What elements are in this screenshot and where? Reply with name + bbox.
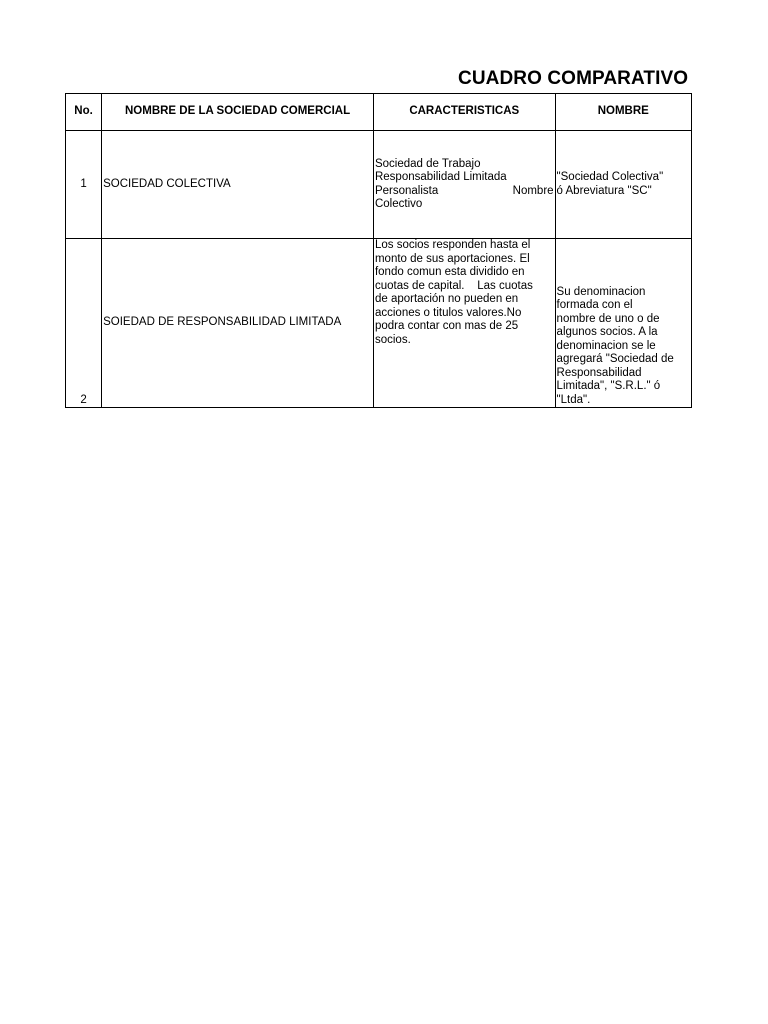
comparison-table [65,93,692,408]
nombre-line: denominacion se le [556,339,656,352]
nombre-line: "Ltda". [556,393,591,406]
page-title: CUADRO COMPARATIVO [458,68,689,89]
characteristics-line: acciones o titulos valores.No [374,306,522,319]
characteristics-line: Colectivo [374,198,423,210]
characteristics-cell [373,131,555,239]
characteristics-word: Personalista [374,184,439,197]
nombre-line: Responsabilidad [556,366,642,379]
nombre-cell [555,131,691,239]
characteristics-line: de aportación no pueden en [374,293,519,305]
nombre-line: ó Abreviatura "SC" [556,184,652,197]
characteristics-line: Los socios responden hasta el [374,239,531,251]
header-company-name: NOMBRE DE LA SOCIEDAD COMERCIAL [102,94,374,131]
characteristics-line: fondo comun esta dividido en [374,266,525,278]
nombre-line: "Sociedad Colectiva" [556,171,664,183]
nombre-line: agregará "Sociedad de [556,353,674,365]
characteristics-word: Nombre [512,184,554,197]
nombre-line: algunos socios. A la [556,326,658,338]
header-characteristics: CARACTERISTICAS [373,94,555,131]
characteristics-line: podra contar con mas de 25 [374,320,519,332]
row-number: 2 [66,239,102,408]
characteristics-line: cuotas de capital. Las cuotas [374,279,533,292]
characteristics-cell [373,239,555,408]
nombre-line: nombre de uno o de [556,312,660,325]
nombre-line: Su denominacion [556,285,646,298]
characteristics-line: monto de sus aportaciones. El [374,252,530,265]
company-name-cell: SOCIEDAD COLECTIVA [102,131,374,239]
nombre-line: Limitada", "S.R.L." ó [556,380,661,392]
nombre-line: formada con el [556,299,633,311]
table-row [66,239,692,408]
table-row [66,131,692,239]
header-row [66,94,692,131]
characteristics-line: Responsabilidad Limitada [374,171,507,183]
characteristics-line: Sociedad de Trabajo [374,157,481,170]
characteristics-line: socios. [374,333,411,346]
characteristics-line-justified [375,185,554,199]
row-number: 1 [66,131,102,239]
header-no: No. [66,94,102,131]
nombre-cell [555,239,691,408]
header-nombre: NOMBRE [555,94,691,131]
company-name-cell: SOIEDAD DE RESPONSABILIDAD LIMITADA [102,239,374,408]
